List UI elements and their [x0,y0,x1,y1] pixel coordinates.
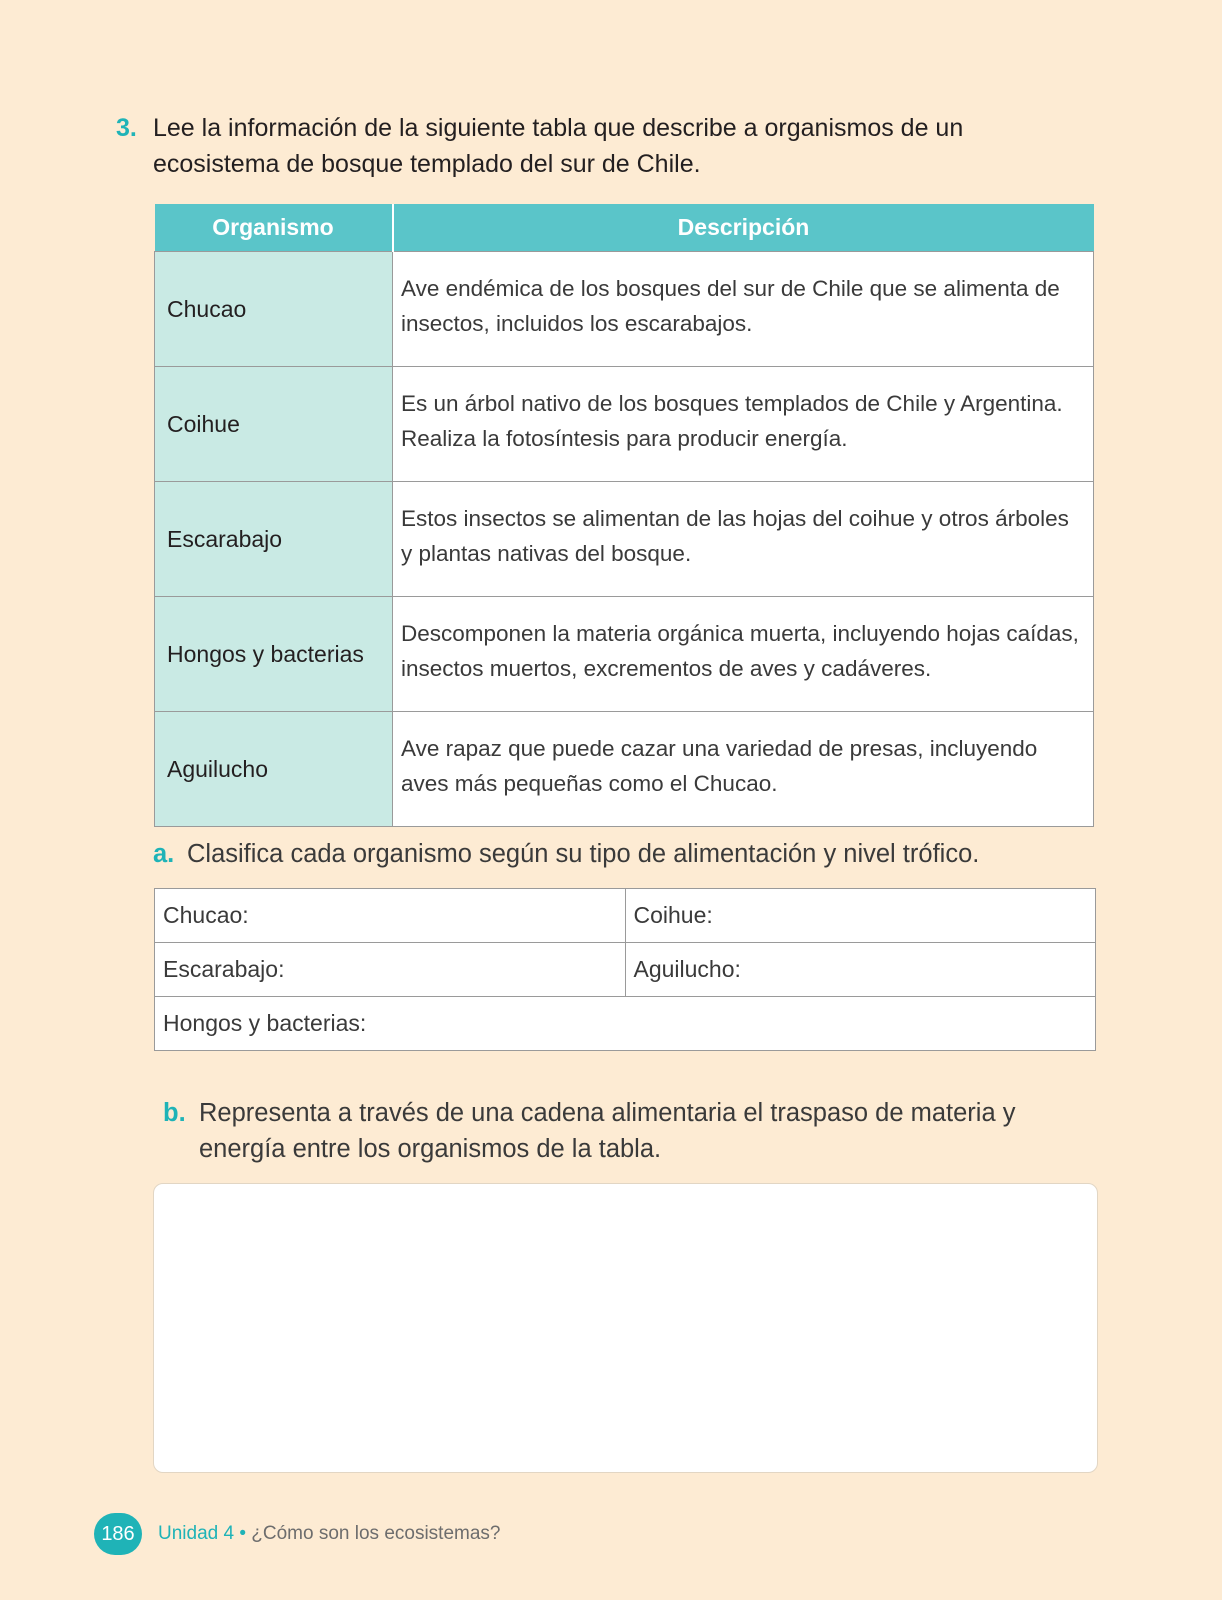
organism-name: Aguilucho [155,712,393,827]
header-descripcion: Descripción [393,204,1094,252]
table-row [155,712,1094,827]
table-row [155,252,1094,367]
table-row [155,482,1094,597]
page-number: 186 [94,1513,142,1555]
part-b-prompt [163,1095,1043,1167]
table-header-row [155,204,1094,252]
organism-name: Coihue [155,367,393,482]
table-row [155,367,1094,482]
organism-description: Descomponen la materia orgánica muerta, incluyendo hojas caídas, insectos muertos, excrementos de aves y cadáveres. [393,597,1094,712]
organism-name: Chucao [155,252,393,367]
organism-description: Ave endémica de los bosques del sur de Chile que se alimenta de insectos, incluidos los escarabajos. [393,252,1094,367]
footer-chapter: ¿Cómo son los ecosistemas? [251,1523,501,1544]
question-number: 3. [116,114,137,142]
table-row [155,889,1096,943]
field-chucao[interactable]: Chucao: [155,889,626,943]
food-chain-answer-box[interactable] [153,1183,1098,1473]
footer-unit: Unidad 4 [158,1523,235,1544]
question-text: Lee la información de la siguiente tabla que describe a organismos de un ecosistema de bosque templado del sur de Chile. [153,114,964,178]
table-row [155,943,1096,997]
field-hongos-y-bacterias[interactable]: Hongos y bacterias: [155,997,1096,1051]
organism-description: Estos insectos se alimentan de las hojas del coihue y otros árboles y plantas nativas del bosque. [393,482,1094,597]
field-escarabajo[interactable]: Escarabajo: [155,943,626,997]
part-a-letter: a. [153,840,175,868]
organism-name: Escarabajo [155,482,393,597]
part-a-prompt [153,836,1113,872]
part-a-text: Clasifica cada organismo según su tipo de alimentación y nivel trófico. [187,840,980,868]
part-b-letter: b. [163,1099,186,1127]
field-aguilucho[interactable]: Aguilucho: [625,943,1096,997]
part-b-text: Representa a través de una cadena alimentaria el traspaso de materia y energía entre los organismos de la tabla. [199,1099,1016,1163]
organism-description: Ave rapaz que puede cazar una variedad de presas, incluyendo aves más pequeñas como el Chucao. [393,712,1094,827]
table-row [155,597,1094,712]
organism-name: Hongos y bacterias [155,597,393,712]
footer-caption [158,1523,501,1545]
header-organismo: Organismo [155,204,393,252]
organism-description: Es un árbol nativo de los bosques templados de Chile y Argentina. Realiza la fotosíntesis para producir energía. [393,367,1094,482]
field-coihue[interactable]: Coihue: [625,889,1096,943]
footer-separator: • [239,1523,246,1544]
question-title [116,110,1056,182]
table-row [155,997,1096,1051]
classification-table [154,888,1096,1051]
organism-table [154,204,1094,827]
